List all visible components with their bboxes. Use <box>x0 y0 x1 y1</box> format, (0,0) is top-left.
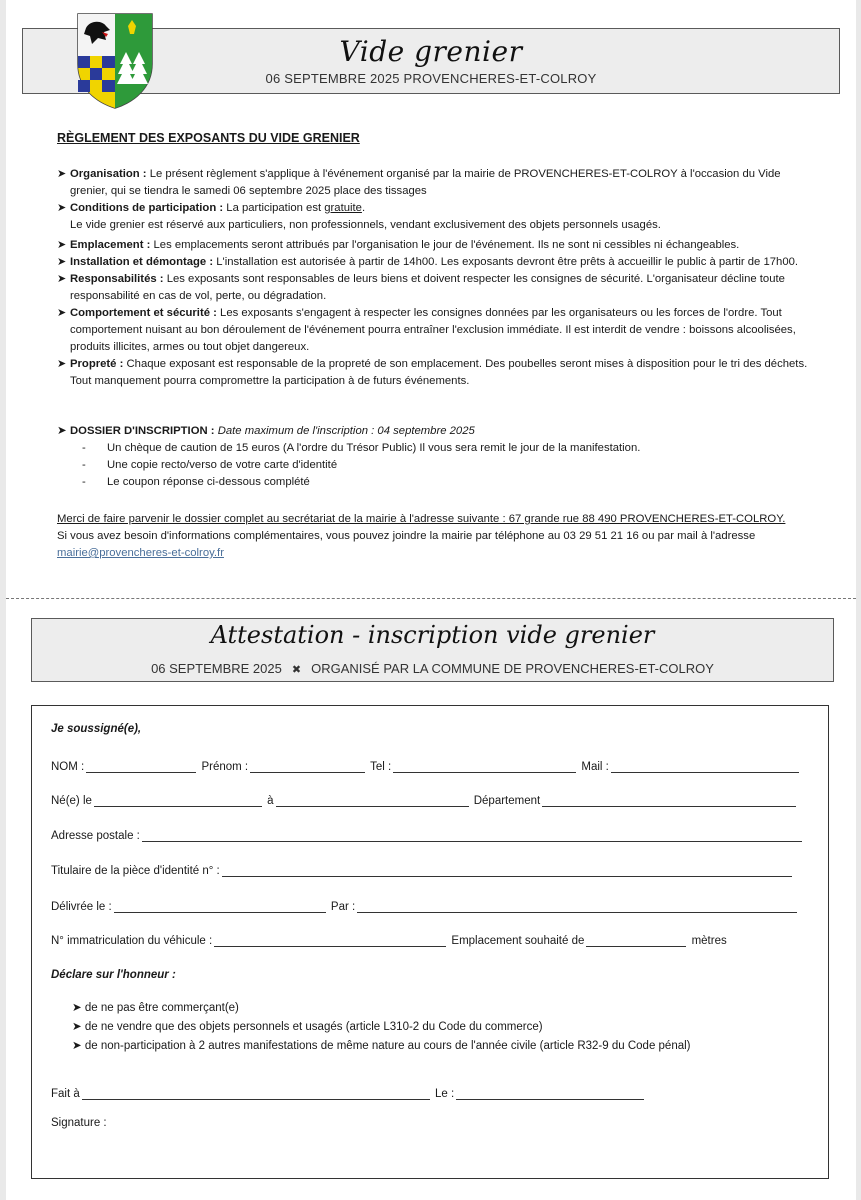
id-number-label: Titulaire de la pièce d'identité n° : <box>51 865 220 877</box>
event-title: Vide grenier <box>339 35 523 68</box>
dossier-item-text: Le coupon réponse ci-dessous complété <box>107 476 310 488</box>
birthdate-field[interactable] <box>94 794 262 807</box>
space-size-label: Emplacement souhaité de <box>451 935 585 947</box>
rule-text: Le présent règlement s'applique à l'événement organisé par la mairie de PROVENCHERES-ET-COLROY à l'occasion du Vide grenier, qui se tiendra le samedi 06 septembre 2025 place des tissages <box>70 168 781 197</box>
rule-label: Emplacement : <box>70 239 151 251</box>
arrow-bullet-icon: ➤ <box>72 1021 85 1033</box>
honor-text: de ne vendre que des objets personnels et usagés (article L310-2 du Code du commerce) <box>84 1021 543 1033</box>
birthdate-label: Né(e) le <box>51 795 92 807</box>
contact-info: Si vous avez besoin d'informations complémentaires, vous pouvez joindre la mairie par téléphone au 03 29 51 21 16 ou par mail à l'adresse <box>57 530 756 542</box>
signed-date-label: Le : <box>434 1088 455 1100</box>
rule-text: Les exposants sont responsables de leurs biens et doivent respecter les consignes de sécurité. L'organisateur décline toute responsabilité en cas de vol, perte, ou dégradation. <box>70 273 785 302</box>
honor-text: de non-participation à 2 autres manifestations de même nature au cours de l'année civile (article R32-9 du Code pénal) <box>84 1040 691 1052</box>
rule-label: Conditions de participation : <box>70 202 224 214</box>
vehicle-plate-field[interactable] <box>214 934 446 947</box>
event-subtitle: 06 SEPTEMBRE 2025 PROVENCHERES-ET-COLROY <box>265 71 597 86</box>
rule-text: Les emplacements seront attribués par l'organisation le jour de l'événement. Ils ne sont ni cessibles ni échangeables. <box>153 239 740 251</box>
cross-icon: ✖ <box>291 664 302 676</box>
address-field[interactable] <box>142 829 802 842</box>
prenom-label: Prénom : <box>201 761 249 773</box>
form-intro-text: Je soussigné(e), <box>51 723 142 735</box>
arrow-bullet-icon: ➤ <box>57 273 67 285</box>
registration-form <box>31 705 829 1179</box>
dash-bullet: - <box>82 476 86 488</box>
rule-proprete <box>57 356 809 390</box>
rule-responsabilites <box>57 271 809 305</box>
page-edge-right <box>856 0 861 1200</box>
dossier-item-text: Une copie recto/verso de votre carte d'identité <box>107 459 338 471</box>
tel-label: Tel : <box>370 761 392 773</box>
contact-address: Merci de faire parvenir le dossier complet au secrétariat de la mairie à l'adresse suivante : 67 grande rue 88 490 PROVENCHERES-ET-COLROY. <box>57 513 786 525</box>
form-row-issued <box>51 900 799 913</box>
departement-field[interactable] <box>542 794 796 807</box>
rule-text: Les exposants s'engagent à respecter les consignes données par les organisateurs ou les forces de l'ordre. Tout comportement nuisant au bon déroulement de l'événement pourra entraîner l'exclusion immédiate. Il est interdit de vendre : boissons alcoolisées, produits illicites, armes ou tout objet dangereux. <box>70 307 796 353</box>
issued-date-field[interactable] <box>114 900 326 913</box>
space-size-field[interactable] <box>586 934 686 947</box>
arrow-bullet-icon: ➤ <box>57 358 67 370</box>
issued-date-label: Délivrée le : <box>51 901 112 913</box>
form-row-vehicle <box>51 934 727 947</box>
arrow-bullet-icon: ➤ <box>57 425 67 437</box>
list-item <box>57 457 809 474</box>
rule-label: Organisation : <box>70 168 147 180</box>
rule-text: Chaque exposant est responsable de la propreté de son emplacement. Des poubelles seront mises à disposition pour le tri des déchets. Tout manquement pourra compromettre la participation à de futurs événements. <box>70 358 808 387</box>
contact-email-link[interactable]: mairie@provencheres-et-colroy.fr <box>57 547 224 559</box>
dash-bullet: - <box>82 442 86 454</box>
declare-heading: Déclare sur l'honneur : <box>51 969 176 981</box>
nom-field[interactable] <box>86 760 196 773</box>
rule-label: Propreté : <box>70 358 124 370</box>
arrow-bullet-icon: ➤ <box>57 307 67 319</box>
rule-text: La participation est <box>226 202 322 214</box>
form-row-identity <box>51 760 801 773</box>
address-label: Adresse postale : <box>51 830 140 842</box>
regulation-title: RÈGLEMENT DES EXPOSANTS DU VIDE GRENIER <box>57 131 360 145</box>
prenom-field[interactable] <box>250 760 365 773</box>
rule-text: L'installation est autorisée à partir de 14h00. Les exposants devront être prêts à accueillir le public à partir de 17h00. <box>216 256 799 268</box>
metres-unit: mètres <box>691 935 727 947</box>
rule-label: Comportement et sécurité : <box>70 307 217 319</box>
list-item <box>57 440 809 457</box>
attestation-banner <box>31 618 834 682</box>
arrow-bullet-icon: ➤ <box>57 239 67 251</box>
form-row-signature <box>51 1117 107 1129</box>
form-intro <box>51 723 141 735</box>
birthplace-field[interactable] <box>276 794 469 807</box>
dossier-heading <box>57 423 809 440</box>
arrow-bullet-icon: ➤ <box>57 202 67 214</box>
honor-text: de ne pas être commerçant(e) <box>84 1002 239 1014</box>
signature-label: Signature : <box>51 1117 107 1129</box>
arrow-bullet-icon: ➤ <box>72 1040 85 1052</box>
vehicle-plate-label: N° immatriculation du véhicule : <box>51 935 213 947</box>
form-row-address <box>51 829 804 842</box>
honor-item <box>72 1000 239 1014</box>
dossier-item-text: Un chèque de caution de 15 euros (A l'ordre du Trésor Public) Il vous sera remit le jour de la manifestation. <box>107 442 641 454</box>
honor-item <box>72 1038 691 1052</box>
birthplace-label: à <box>267 795 274 807</box>
rule-comportement <box>57 305 809 356</box>
signed-at-field[interactable] <box>82 1087 430 1100</box>
signed-date-field[interactable] <box>456 1087 644 1100</box>
mail-field[interactable] <box>611 760 799 773</box>
rules-list <box>57 166 809 390</box>
rule-label: Responsabilités : <box>70 273 164 285</box>
dossier-deadline: Date maximum de l'inscription : 04 septembre 2025 <box>217 425 475 437</box>
attestation-date: 06 SEPTEMBRE 2025 <box>151 661 282 676</box>
signed-at-label: Fait à <box>51 1088 80 1100</box>
coat-of-arms-icon <box>76 12 154 110</box>
rule-text-second-line: Le vide grenier est réservé aux particuliers, non professionnels, vendant exclusivement des objets personnels usagés. <box>70 219 661 231</box>
attestation-subtitle <box>32 661 833 676</box>
attestation-title: Attestation - inscription vide grenier <box>210 621 655 649</box>
arrow-bullet-icon: ➤ <box>57 256 67 268</box>
dossier-label: DOSSIER D'INSCRIPTION : <box>70 425 215 437</box>
id-number-field[interactable] <box>222 864 792 877</box>
mail-label: Mail : <box>581 761 609 773</box>
dash-bullet: - <box>82 459 86 471</box>
dossier-section <box>57 423 809 491</box>
form-row-id <box>51 864 794 877</box>
rule-text: . <box>361 202 366 214</box>
rule-emplacement <box>57 237 809 254</box>
honor-item <box>72 1019 543 1033</box>
list-item <box>57 474 809 491</box>
cut-line-divider <box>6 598 856 599</box>
rule-text-underlined: gratuite <box>324 202 362 214</box>
rule-conditions <box>57 200 809 234</box>
arrow-bullet-icon: ➤ <box>57 168 67 180</box>
issued-by-label: Par : <box>330 901 356 913</box>
departement-label: Département <box>473 795 541 807</box>
arrow-bullet-icon: ➤ <box>72 1002 85 1014</box>
form-declare <box>51 969 176 981</box>
rule-installation <box>57 254 809 271</box>
rule-label: Installation et démontage : <box>70 256 214 268</box>
attestation-organizer: ORGANISÉ PAR LA COMMUNE DE PROVENCHERES-ET-COLROY <box>311 661 714 676</box>
rule-organisation <box>57 166 809 200</box>
issued-by-field[interactable] <box>357 900 797 913</box>
dossier-items <box>57 440 809 491</box>
tel-field[interactable] <box>393 760 576 773</box>
contact-section <box>57 511 809 562</box>
nom-label: NOM : <box>51 761 85 773</box>
form-row-birth <box>51 794 798 807</box>
page-edge-left <box>0 0 6 1200</box>
form-row-place-date <box>51 1087 646 1100</box>
